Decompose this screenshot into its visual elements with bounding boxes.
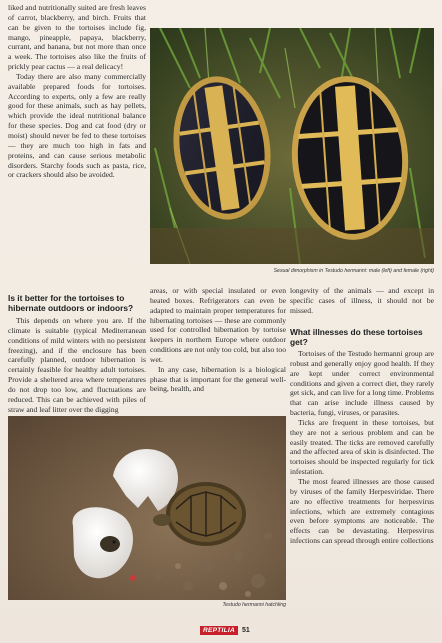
column-2-mid-text: [150, 286, 286, 414]
tortoise-dimorphism-photo: [150, 28, 434, 264]
column-1-mid-text: [8, 316, 146, 414]
paragraph: Tortoises of the Testudo hermanni group are robust and generally enjoy good health. If they are kept under correct environmental conditions and given a correct diet, they rarely get sick, and can live for a long time. Problems that can arise include illness caused by bacteria, fungi, viruses, or parasites.: [290, 349, 434, 418]
section-heading-hibernation: Is it better for the tortoises to hibernate outdoors or indoors?: [8, 293, 134, 313]
magazine-logo: REPTILIA: [200, 626, 238, 635]
tortoise-photo-illustration: [150, 28, 434, 264]
hatchling-photo: [8, 416, 286, 600]
section-heading-illnesses: What illnesses do these tortoises get?: [290, 327, 423, 347]
paragraph: Ticks are frequent in these tortoises, but they are not a serious problem and can be easily treated. The ticks are removed carefully and the affected area of skin is disinfected. The tortoises should be inspected regularly for tick infestation.: [290, 417, 434, 477]
hatchling-photo-illustration: [8, 416, 286, 600]
paragraph: liked and nutritionally suited are fresh leaves of carrot, blackberry, and birch. Fruits that can be given to the tortoises include fig, mango, pineapple, papaya, blackberry, currant, and banana, but not more than once a week. The tortoises also like the fruits of prickly pear cactus — a real delicacy!: [8, 3, 146, 72]
page-footer: [200, 626, 250, 635]
paragraph: areas, or with special insulated or even heated boxes. Refrigerators can even be adapted to maintain proper temperatures for hibernating tortoises — these are commonly used for controlled hibernation by tortoise keepers in northern Europe where outdoor conditions are not only too cold, but also too wet.: [150, 286, 286, 364]
column-3-mid-text: [290, 286, 434, 326]
photo-top-caption: Sexual dimorphism in Testudo hermanni: male (left) and female (right): [273, 268, 434, 274]
column-1-top-text: [8, 3, 146, 271]
paragraph: The most feared illnesses are those caused by viruses of the family Herpesviridae. There are no effective treatments for herpesvirus infections, which are extremely contagious even before symptoms are noticeable. The effects can be devastating. Herpesvirus infections can spread through entire collections: [290, 476, 434, 546]
paragraph: longevity of the animals — and except in specific cases of illness, it should not be missed.: [290, 286, 434, 315]
column-3-bottom-text: [290, 349, 434, 619]
paragraph: Today there are also many commercially available prepared foods for tortoises. According to experts, only a few are really good for these animals, such as hay pellets, which provide the ideal nutritional balance for these species. Dog and cat food (dry or moist) should never be fed to these tortoises — they are much too high in fats and proteins, and can cause serious metabolic disorders. Starchy foods such as pasta, rice, or crackers should also be avoided.: [8, 71, 146, 180]
page-number: 51: [242, 627, 250, 634]
paragraph: In any case, hibernation is a biological phase that is important for the general well-being, health, and: [150, 364, 286, 394]
paragraph: This depends on where you are. If the climate is suitable (typical Mediterranean conditions of mild winters with no persistent freezing), and if the enclosure has been carefully planned, outdoor hibernation is certainly feasible for healthy adult tortoises. Provide a sheltered area where temperatures do not drop too low, and fluctuations are reduced. This can be achieved with piles of straw and leaf litter over the digging: [8, 316, 146, 414]
photo-bottom-caption: Testudo hermanni hatchling: [222, 602, 286, 608]
